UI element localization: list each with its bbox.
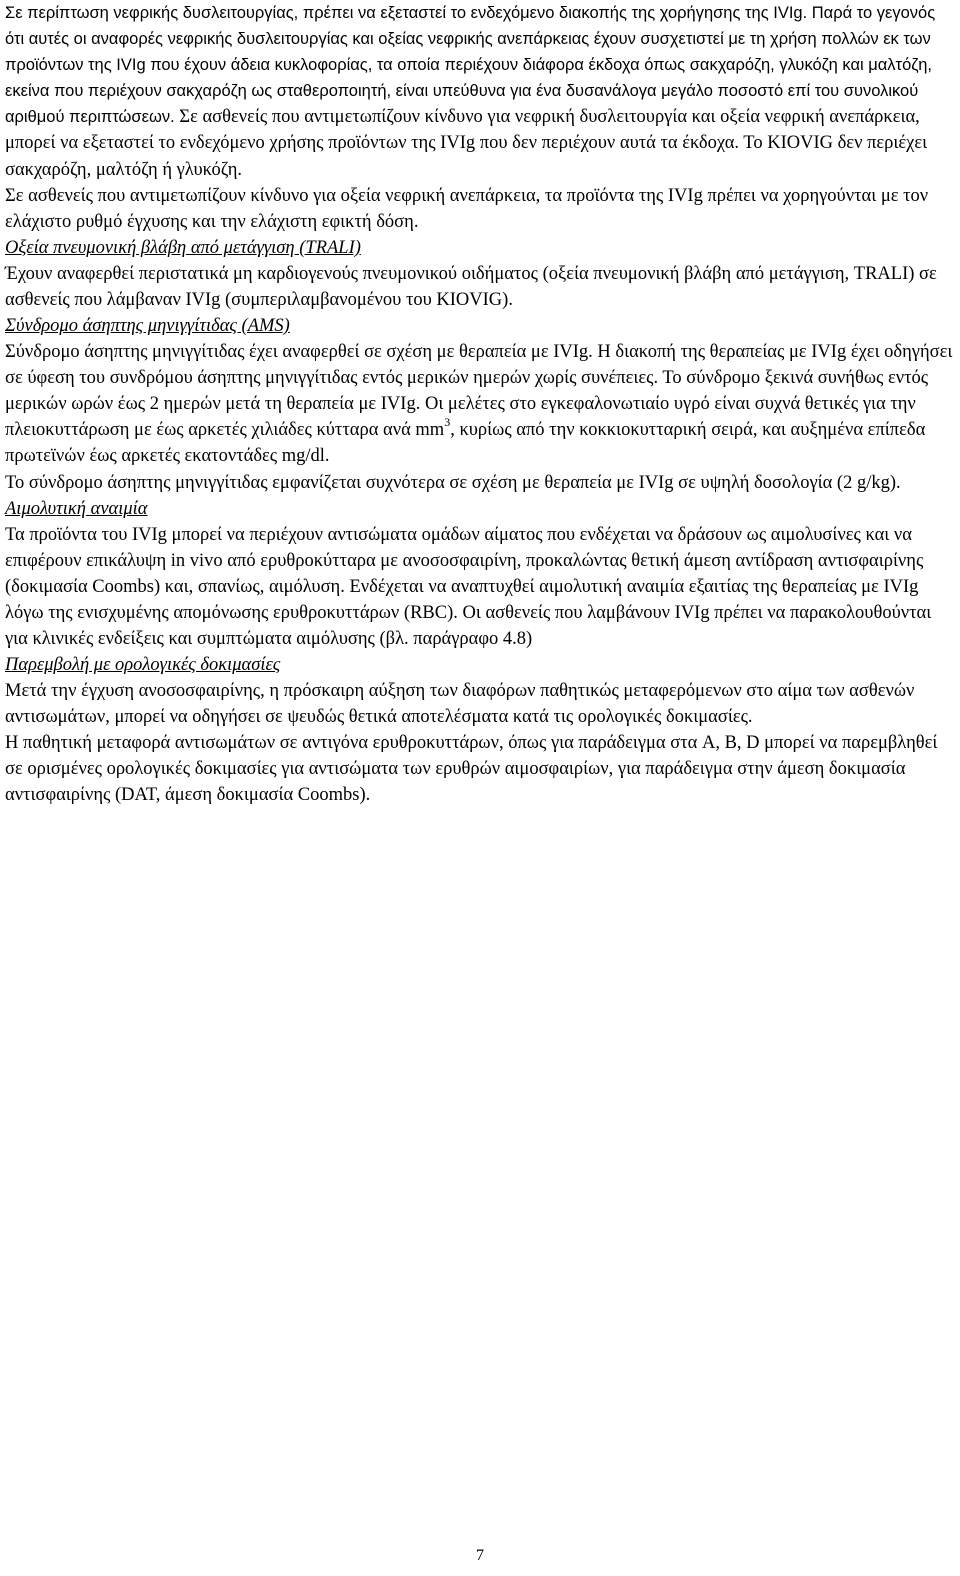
trali-heading: Οξεία πνευμονική βλάβη από μετάγγιση (TRALI): [5, 237, 361, 258]
ams-text-before-sup: Σύνδρομο άσηπτης μηνιγγίτιδας έχει αναφερθεί σε σχέση με θεραπεία με IVIg. Η διακοπή της θεραπείας με IVIg έχει οδηγήσει σε ύφεση του συνδρόμου άσηπτης μηνιγγίτιδας εντός μερικών ημερών χωρίς συνέπειες. Το σύνδρομο ξεκινά συνήθως εντός μερικών ωρών έως 2 ημερών μετά τη θεραπεία με IVIg. Οι μελέτες στο εγκεφαλονωτιαίο υγρό είναι συχνά θετικές για την πλειοκυττάρωση με έως αρκετές χιλιάδες κύτταρα ανά mm: [5, 342, 953, 441]
trali-paragraph: Έχουν αναφερθεί περιστατικά μη καρδιογενούς πνευμονικού οιδήματος (οξεία πνευμονική βλάβη από μετάγγιση, TRALI) σε ασθενείς που λάμβαναν IVIg (συμπεριλαμβανομένου του KIOVIG).: [5, 263, 937, 310]
ams-text-after-sup: , κυρίως από την κοκκιοκυτταρική σειρά, και αυξημένα επίπεδα πρωτεϊνών έως αρκετές εκατοντάδες mg/dl.: [5, 420, 926, 467]
serology-paragraph-1: Μετά την έγχυση ανοσοσφαιρίνης, η πρόσκαιρη αύξηση των διαφόρων παθητικώς μεταφερόμενων στο αίμα των ασθενών αντισωμάτων, μπορεί να οδηγήσει σε ψευδώς θετικά αποτελέσματα κατά τις ορολογικές δοκιμασίες.: [5, 681, 915, 728]
ams-dosage-paragraph: Το σύνδρομο άσηπτης μηνιγγίτιδας εμφανίζεται συχνότερα σε σχέση με θεραπεία με IVIg σε υψηλή δοσολογία (2 g/kg).: [5, 472, 901, 493]
ams-paragraph: [5, 339, 955, 469]
renal-risk-paragraph: Σε ασθενείς που αντιμετωπίζουν κίνδυνο για οξεία νεφρική ανεπάρκεια, τα προϊόντα της IVIg πρέπει να χορηγούνται με τον ελάχιστο ρυθμό έγχυσης και την ελάχιστη εφικτή δόση.: [5, 185, 929, 232]
hemolytic-anemia-paragraph: Τα προϊόντα του IVIg μπορεί να περιέχουν αντισώματα ομάδων αίματος που ενδέχεται να δράσουν ως αιμολυσίνες και να επιφέρουν επικάλυψη in vivo από ερυθροκύτταρα με ανοσοσφαιρίνη, προκαλώντας θετική άμεση αντίδραση αντισφαιρίνης (δοκιμασία Coombs) και, σπανίως, αιμόλυση. Ενδέχεται να αναπτυχθεί αιμολυτική αναιμία εξαιτίας της θεραπείας με IVIg λόγω της ενισχυμένης απομόνωσης ερυθροκυττάρων (RBC). Οι ασθενείς που λαμβάνουν IVIg πρέπει να παρακολουθούνται για κλινικές ενδείξεις και συμπτώματα αιμόλυσης (βλ. παράγραφο 4.8): [5, 524, 932, 649]
serology-heading: Παρεμβολή με ορολογικές δοκιμασίες: [5, 655, 281, 676]
renal-dysfunction-paragraph: [5, 0, 955, 183]
page-number: 7: [476, 1547, 484, 1564]
ams-heading: Σύνδρομο άσηπτης μηνιγγίτιδας (AMS): [5, 316, 290, 337]
kiovig-excipients-text: Το KIOVIG δεν περιέχει σακχαρόζη, μαλτόζη ή γλυκόζη.: [5, 133, 928, 180]
serology-paragraph-2: Η παθητική μεταφορά αντισωμάτων σε αντιγόνα ερυθροκυττάρων, όπως για παράδειγμα στα A, B, D μπορεί να παρεμβληθεί σε ορισμένες ορολογικές δοκιμασίες για αντισώματα των ερυθρών αιμοσφαιρίων, για παράδειγμα στην άμεση δοκιμασία αντισφαιρίνης (DAT, άμεση δοκιμασία Coombs).: [5, 733, 938, 806]
renal-dysfunction-text-part2: Σε ασθενείς που αντιμετωπίζουν κίνδυνο για νεφρική δυσλειτουργία και οξεία νεφρική ανεπάρκεια, μπορεί να εξεταστεί το ενδεχόμενο χρήσης προϊόντων της IVIg που δεν περιέχουν αυτά τα έκδοχα.: [5, 107, 920, 154]
hemolytic-anemia-heading: Αιμολυτική αναιμία: [5, 498, 148, 519]
superscript-3: 3: [444, 415, 451, 430]
renal-dysfunction-text-part1: Σε περίπτωση νεφρικής δυσλειτουργίας, πρέπει να εξεταστεί το ενδεχόμενο διακοπής της χορήγησης της IVIg. Παρά το γεγονός ότι αυτές οι αναφορές νεφρικής δυσλειτουργίας και οξείας νεφρικής ανεπάρκειας έχουν συσχετιστεί με τη χρήση πολλών εκ των προϊόντων της IVIg που έχουν άδεια κυκλοφορίας, τα οποία περιέχουν διάφορα έκδοχα όπως σακχαρόζη, γλυκόζη και μαλτόζη, εκείνα που περιέχουν σακχαρόζη ως σταθεροποιητή, είναι υπεύθυνα για ένα δυσανάλογα μεγάλο ποσοστό επί του συνολικού αριθμού περιπτώσεων.: [5, 4, 936, 127]
document-page: [5, 0, 955, 809]
